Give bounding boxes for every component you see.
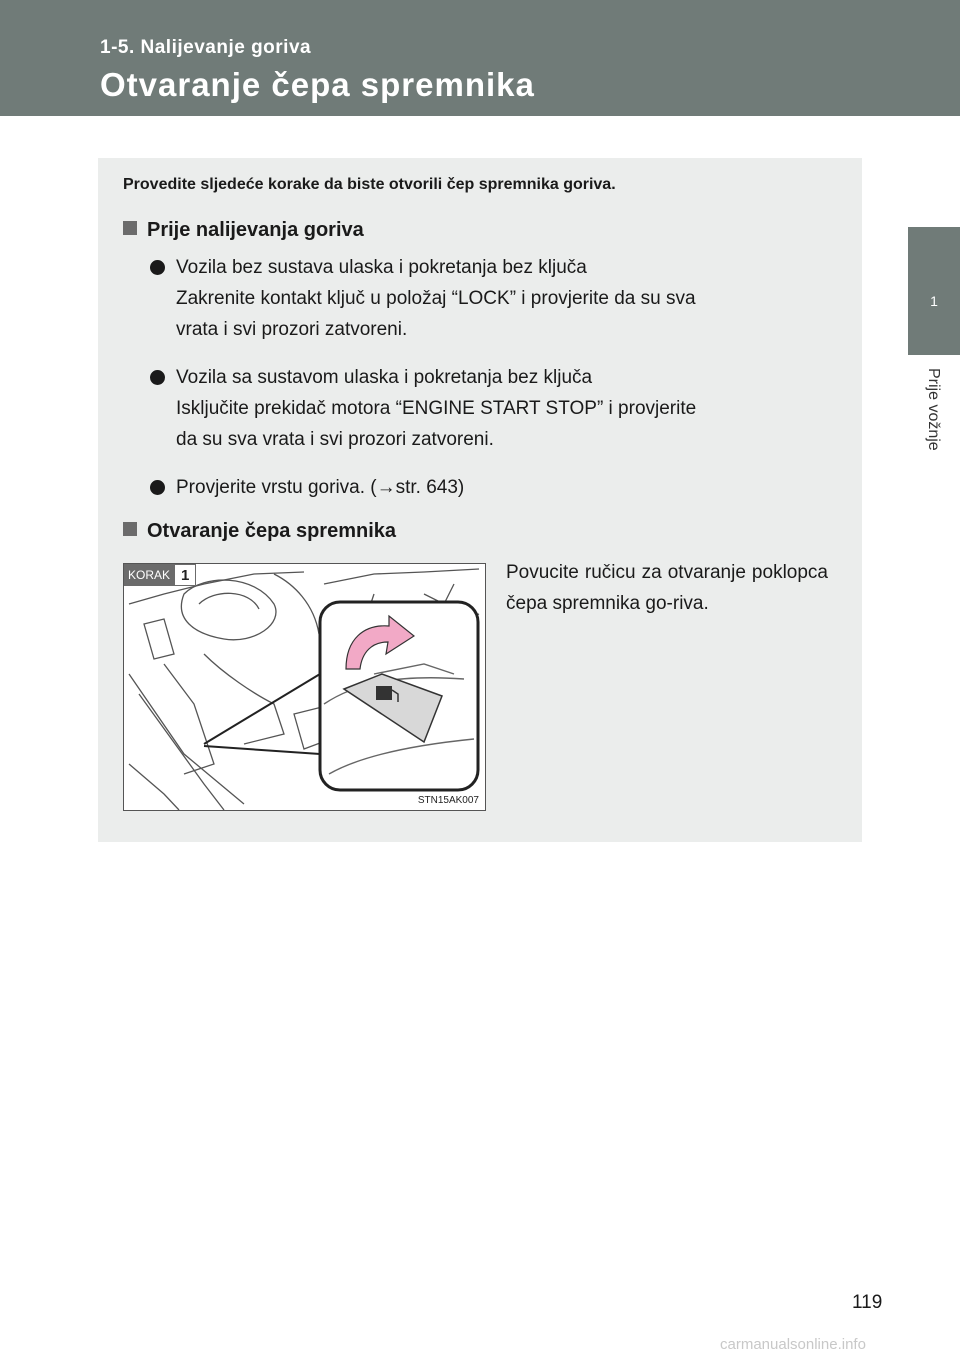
- fuel-door-lever-illustration: [124, 564, 485, 810]
- chapter-tab: [908, 227, 960, 355]
- bullet-dot-icon: [150, 480, 165, 495]
- heading-open-cap: Otvaranje čepa spremnika: [123, 520, 396, 543]
- bullet-dot-icon: [150, 260, 165, 275]
- step-badge-number: 1: [174, 564, 196, 586]
- bullet-item: Vozila sa sustavom ulaska i pokretanja bez ključa Isključite prekidač motora “ENGINE START STOP” i provjerite da su sva vrata i svi prozori zatvoreni.: [150, 362, 832, 455]
- bullet-dot-icon: [150, 370, 165, 385]
- chapter-label: Prije vožnje: [925, 368, 942, 451]
- chapter-number: 1: [930, 293, 938, 309]
- bullet-item: Vozila bez sustava ulaska i pokretanja bez ključa Zakrenite kontakt ključ u položaj “LOCK” i provjerite da su sva vrata i svi prozori zatvoreni.: [150, 252, 832, 345]
- square-bullet-icon: [123, 522, 137, 536]
- page-title: Otvaranje čepa spremnika: [100, 66, 535, 103]
- heading-before-refuel: Prije nalijevanja goriva: [123, 219, 364, 242]
- step-badge: [124, 564, 196, 586]
- step-instruction: Povucite ručicu za otvaranje poklopca čepa spremnika go-riva.: [506, 562, 828, 614]
- square-bullet-icon: [123, 221, 137, 235]
- watermark: carmanualsonline.info: [720, 1336, 866, 1353]
- page-number: 119: [852, 1292, 883, 1313]
- step-badge-label: KORAK: [124, 564, 174, 586]
- intro-text: Provedite sljedeće korake da biste otvorili čep spremnika goriva.: [123, 176, 616, 193]
- page-header: [0, 0, 960, 116]
- section-title: 1-5. Nalijevanje goriva: [100, 37, 312, 58]
- step-figure: [123, 563, 486, 811]
- bullet-item: Provjerite vrstu goriva. (→str. 643): [150, 472, 832, 503]
- figure-code: STN15AK007: [417, 795, 479, 806]
